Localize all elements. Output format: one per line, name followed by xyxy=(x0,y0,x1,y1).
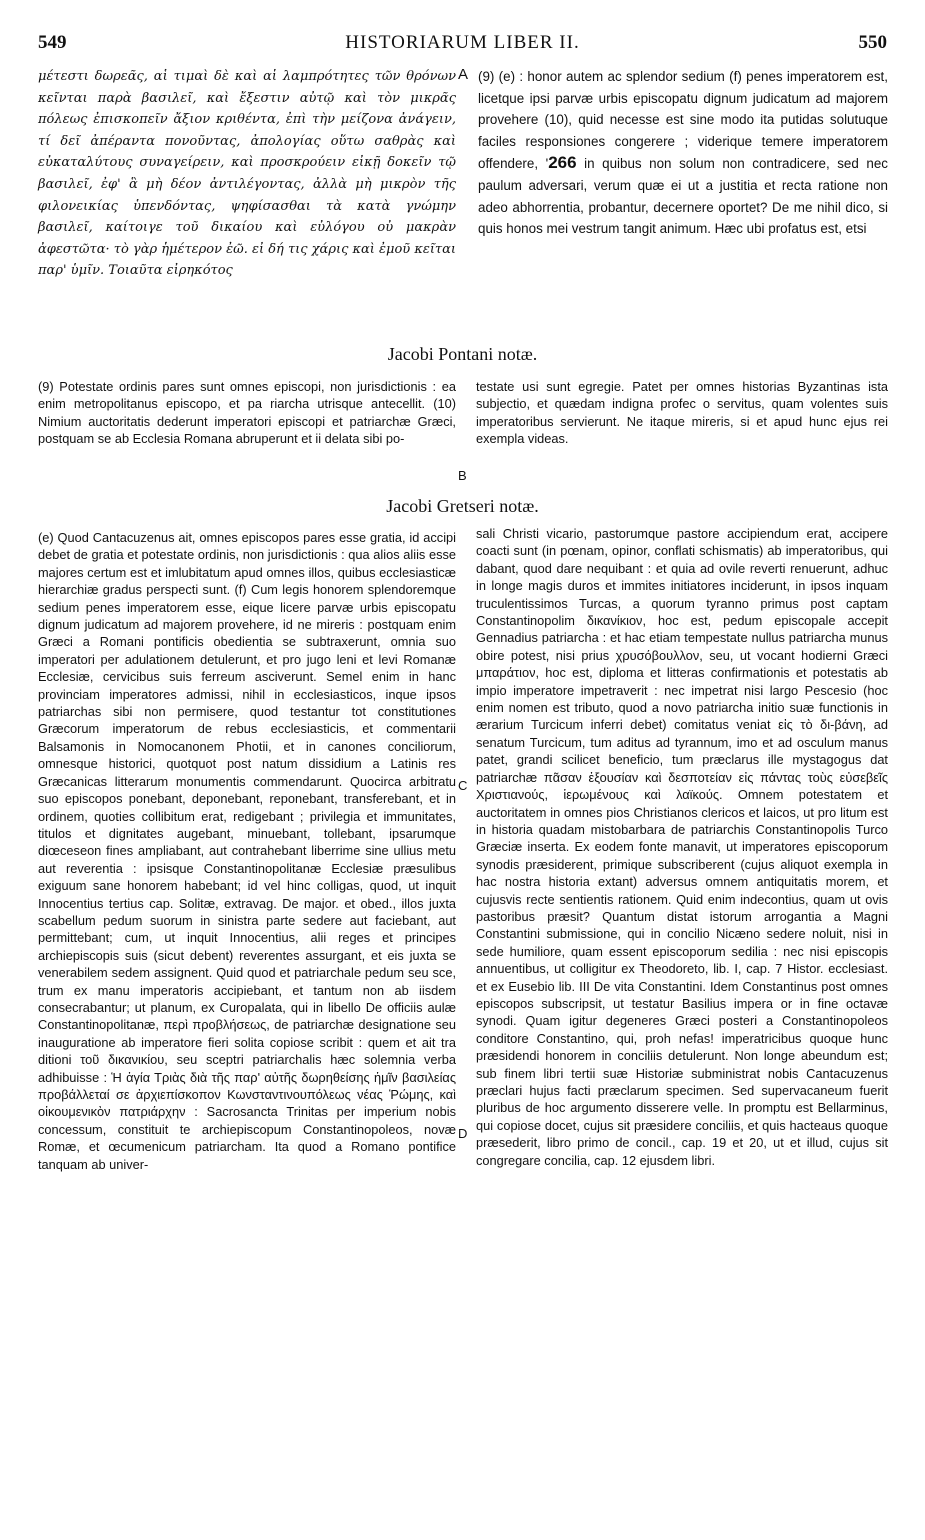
pontani-notes-title: Jacobi Pontani notæ. xyxy=(387,344,538,364)
bracket-number-266: 266 xyxy=(548,153,577,173)
margin-marker-a: A xyxy=(458,66,469,83)
page-number-left: 549 xyxy=(38,32,67,53)
latin-text-part-1: (9) (e) : honor autem ac splendor sedium (f) penes imperatorem est, licetque ipsi parvæ urbis episcopatu dignum judicatum ad majorem provehere (10), quid necesse est sine modo ita putidas solutuque faciles responsiones congerere ; viderique temere imperatorem offendere, ' xyxy=(478,69,888,172)
page-number-right: 550 xyxy=(858,32,887,53)
running-header xyxy=(38,32,887,62)
latin-main-text xyxy=(478,66,888,240)
margin-marker-c: C xyxy=(458,778,468,793)
margin-marker-b: B xyxy=(458,468,467,483)
gretseri-notes-title: Jacobi Gretseri notæ. xyxy=(386,496,539,516)
running-title: HISTORIARUM LIBER II. xyxy=(345,32,580,53)
gretseri-left-text: (e) Quod Cantacuzenus ait, omnes episcopos pares esse gratia, id accipi debet de gratia et potestate ordinis, non jurisdictionis : qua alios aliis esse majores certum est et imlubitatum apud omnes illos, quibus ecclesiasticæ hierarchiæ gradus perspecti sunt. (f) Cum legis honorem splendoremque sedium penes imperatorem esse, eique licere parvæ urbis episcopatu dignum judicatum ad majorem provehere, id ne mireris : postquam enim Græci a Romani pontificis obedientia se subtraxerunt, omnia suo imperatori per adulationem detulerunt, et pro jugo leni et levi Romanæ Ecclesiæ, cervicibus suis ferreum asciverunt. Semel enim in hanc provinciam imperatores admissi, nihil in ecclesiasticos, inque ipsos patriarchas sibi non permisere, quod testantur tot constitutiones Græcorum imperatorum de rebus ecclesiasticis, et commentarii Balsamonis in Nomocanonem Photii, et in canones conciliorum, omnesque historici, quotquot post natum dissidium a Latinis res Græcanicas litterarum monumentis commendarunt. Quocirca arbitratu suo episcopos ponebant, deponebant, reponebant, transferebant, et in ordinem, quoties collibitum erat, redigebant ; privilegia et immunitates, titulos et dignitates augebant, minuebant, tollebant, ipsarumque diœceseon fines ampliabant, aut contrahebant liberrime sine ullius metu aut reverentia : ipsisque Constantinopolitanæ Ecclesiæ præsulibus exiguum sane honorem habebant; id vel hinc colligas, quod, ut inquit Innocentius tertius cap. Solitæ, extravag. De major. et obed., illos juxta scabellum pedum suorum in sinistra parte sedere aut faciebant, aut permittebant; cum, ut inquit Innocentius, alii reges et principes archiepiscopis suis (sicut debent) reverentes assurgant, et eis juxta se venerabilem sedem assignent. Quid quod et patriarchale pedum seu sce, trum ex manu imperatoris accipiebant, et tantum non ab iisdem consecrabantur; ut planum, ex Curopalata, qui in libello De officiis aulæ Constantinopolitanæ, περὶ προβλήσεως, de patriarchæ designatione seu inauguratione ab imperatore fieri solita copiose scribit : quem et ait tra ditioni τοῦ δικανικίου, seu sceptri patriarchalis hæc solemnia verba adhibuisse : Ἡ ἁγία Τριὰς διὰ τῆς παρ' αὐτῆς δωρηθείσης ἡμῖν βασιλείας προβάλλεταί σε ἀρχιεπίσκοπον Κωνσταντινουπόλεως νέας Ῥώμης, καὶ οἰκουμενικὸν πατριάρχην : Sacrosancta Trinitas per imperium nobis concessum, constituit te archiepiscopum Constantinopoleos, novæ Romæ, et œcumenicum patriarcham. Ita quod a Romano pontifice tanquam ab univer- xyxy=(38,530,456,1172)
pontani-notes-left xyxy=(38,378,456,448)
greek-main-text xyxy=(38,66,456,282)
gretseri-right-text: sali Christi vicario, pastorumque pastore accipiendum erat, accipere coacti sunt (in pœnam, opinor, conflati schismatis) ab imperatoribus, qui dabant, quod dare nequibant : et quia ad ovile reverti renuerunt, adhuc in longe magis duros et immites initiatores inciderunt, in ipsos inquam truculentissimos Turcas, a quorum tyranno primus post captam Constantinopolim δικανίκιον, hoc est, pedum episcopale accepit Gennadius patriarcha : et hac etiam tempestate nullus patriarcha munus obire potest, nisi prius χρυσόβουλλον, seu, ut vocant hodierni Græci μπαράτιον, hoc est, diploma et litteras confirmationis et potestatis ab impio imperatore impetraverit : nec impetrat nisi largo Pescesio (hoc enim nomen est tributo, quod a novo patriarcha initio suæ functionis in ærarium Turcicum inferri debet) comitatus veniat εἰς τὸ δι-βάνη, ad senatum Turcicum, tum aditus ad tyrannum, imo et ad osculum manus patet, grandi scilicet beneficio, tum præclarus ille mystagogus dat patriarchæ πᾶσαν ἐξουσίαν καὶ δεσποτείαν εἰς πάντας τοὺς εὐσεβεῖς Χριστιανούς, ἱερωμένους καὶ λαϊκούς. Omnem potestatem et auctoritatem in omnes pios Christianos clericos et laicos, ut pro litum est in historia quadam mistobarbara de patriarchis Constantinopolis Turco Græciæ inserta. Ex eodem fonte manavit, ut imperatores episcoporum synodis præsiderent, primique subscriberent (cujus aliquot exempla in hac nostra historia extant) adversus omnem antiquitatis morem, et cujusvis recte sentientis rationem. Quid enim indecontius, quam ut ovis pastoribus præsit? Quantum distat istorum arrogantia a Magni Constantini submissione, qui in concilio Nicæno sedere noluit, nisi in sede humiliore, quam essent episcoporum sedilia : nec nisi episcopis annuentibus, ut colligitur ex Theodoreto, lib. I, cap. 7 Histor. ecclesiast. et ex Eusebio lib. III De vita Constantini. Idem Constantinus post omnes episcopos subscripsit, ut testatur Basilius impera or in fine octavæ synodi. Quam igitur degeneres Græci posteri a Constantinopoleos conditore Constantino, qui, proh nefas! imperatricibus quoque hunc præsidendi honorem in conciliis detulerunt. Non longe abeundum est; sub finem libri tertii suæ Historiæ subministrat nobis Cantacuzenus præclari hujus facti præclarum specimen. Sed supervacaneum fuerit pluribus de hoc argumento disserere velle. In promptu est Bellarminus, qui copiose docet, cujus sit præsidere conciliis, et quis hacteaus quoque præsederit, libro primo de concil., cap. 19 et 20, ut et illud, cujus sit congregare concilia, cap. 12 ejusdem libri. xyxy=(476,526,888,1168)
greek-paragraph: μέτεστι δωρεᾶς, αἱ τιμαὶ δὲ καὶ αἱ λαμπρότητες τῶν θρόνων κεῖνται παρὰ βασιλεῖ, καὶ ἔξεστιν αὐτῷ καὶ τὸν μικρᾶς πόλεως ἐπισκοπεῖν ἄξιον κριθέντα, ἐπὶ τὴν μείζονα ἀνάγειν, τί δεῖ ἀπέραντα πονοῦντας, ἀπολογίας οὕτω σαθρὰς καὶ εὐκαταλύτους συναγείρειν, καὶ προσκρούειν εἰκῇ δοκεῖν τῷ βασιλεῖ, ἐφ' ἃ μὴ δέον ἀντιλέγοντας, ἀλλὰ μὴ μικρὸν τῆς φιλονεικίας ὑπενδόντας, ψηφίσασθαι τὰ κατὰ γνώμην βασιλεῖ, καίτοιγε τοῦ δικαίου καὶ εὐλόγου οὐ μακρὰν ἀφεστῶτα· τὸ γὰρ ἡμέτερον ἐῶ. εἰ δή τις χάρις καὶ ἐμοῦ κεῖται παρ' ὑμῖν. Τοιαῦτα εἰρηκότος xyxy=(38,69,456,279)
latin-text-part-2: in quibus non solum non contradicere, sed nec paulum adversari, verum quæ ei ut a justitia et recta ratione non adeo abhorrentia, probantur, decernere oportet? De me nihil dico, si quis honos mei vestrum tangit animum. Hæc ubi profatus est, etsi xyxy=(478,156,888,237)
gretseri-notes-right xyxy=(476,525,888,1169)
pontani-notes-right xyxy=(476,378,888,448)
margin-marker-d: D xyxy=(458,1126,468,1141)
gretseri-notes-left xyxy=(38,529,456,1173)
pontani-left-text: (9) Potestate ordinis pares sunt omnes episcopi, non jurisdictionis : ea enim metropolitanus episcopo, et pa riarcha utrisque antecellit. (10) Nimium auctoritatis dederunt imperatori episcopi et patriarchæ Græci, postquam se ab Ecclesia Romana abruperunt et ii delata sibi po- xyxy=(38,379,456,447)
pontani-right-text: testate usi sunt egregie. Patet per omnes historias Byzantinas ista subjectio, et quædam indigna profec o servitus, quam volentes suis imperatoribus servierunt. Ne itaque mireris, si et apud hunc ejus rei exempla videas. xyxy=(476,379,888,447)
latin-paragraph xyxy=(478,66,888,240)
